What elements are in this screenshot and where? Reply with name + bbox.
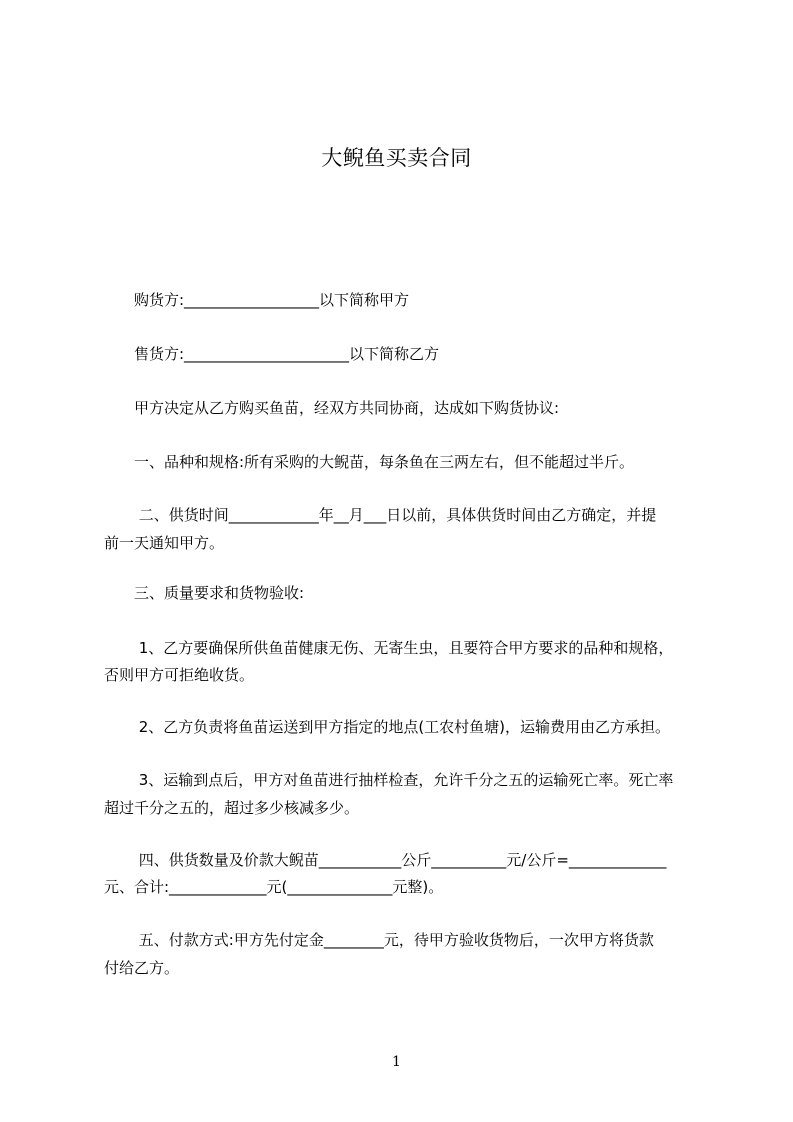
section-2-supply-time-line1: 二、供货时间____________年__月___日以前，具体供货时间由乙方确定，并提 — [104, 506, 657, 524]
intro-paragraph: 甲方决定从乙方购买鱼苗，经双方共同协商，达成如下购货协议: — [104, 399, 560, 417]
buyer-line: 购货方:__________________以下简称甲方 — [104, 291, 410, 309]
section-1-variety-spec: 一、品种和规格:所有采购的大鲵苗，每条鱼在三两左右，但不能超过半斤。 — [104, 453, 635, 471]
section-5-payment-line1: 五、付款方式:甲方先付定金________元，待甲方验收货物后，一次甲方将货款 — [104, 931, 654, 949]
section-3-item-3-line2: 超过千分之五的，超过多少核减多少。 — [104, 799, 360, 817]
seller-line: 售货方:______________________以下简称乙方 — [104, 345, 440, 363]
contract-title: 大鲵鱼买卖合同 — [321, 146, 472, 170]
section-3-item-3-line1: 3、运输到点后，甲方对鱼苗进行抽样检查，允许千分之五的运输死亡率。死亡率 — [104, 771, 674, 789]
section-2-supply-time-line2: 前一天通知甲方。 — [104, 534, 225, 552]
section-4-quantity-price-line2: 元、合计:_____________元(______________元整)。 — [104, 878, 444, 896]
section-3-heading: 三、质量要求和货物验收: — [104, 584, 305, 602]
section-4-quantity-price-line1: 四、供货数量及价款大鲵苗___________公斤__________元/公斤=_____________ — [104, 851, 667, 869]
section-3-item-1-line2: 否则甲方可拒绝收货。 — [104, 666, 255, 684]
section-3-item-2: 2、乙方负责将鱼苗运送到甲方指定的地点(工农村鱼塘)，运输费用由乙方承担。 — [104, 718, 671, 736]
section-3-item-1-line1: 1、乙方要确保所供鱼苗健康无伤、无寄生虫，且要符合甲方要求的品种和规格， — [104, 639, 674, 657]
page-number: 1 — [392, 1054, 401, 1070]
section-5-payment-line2: 付给乙方。 — [104, 959, 180, 977]
